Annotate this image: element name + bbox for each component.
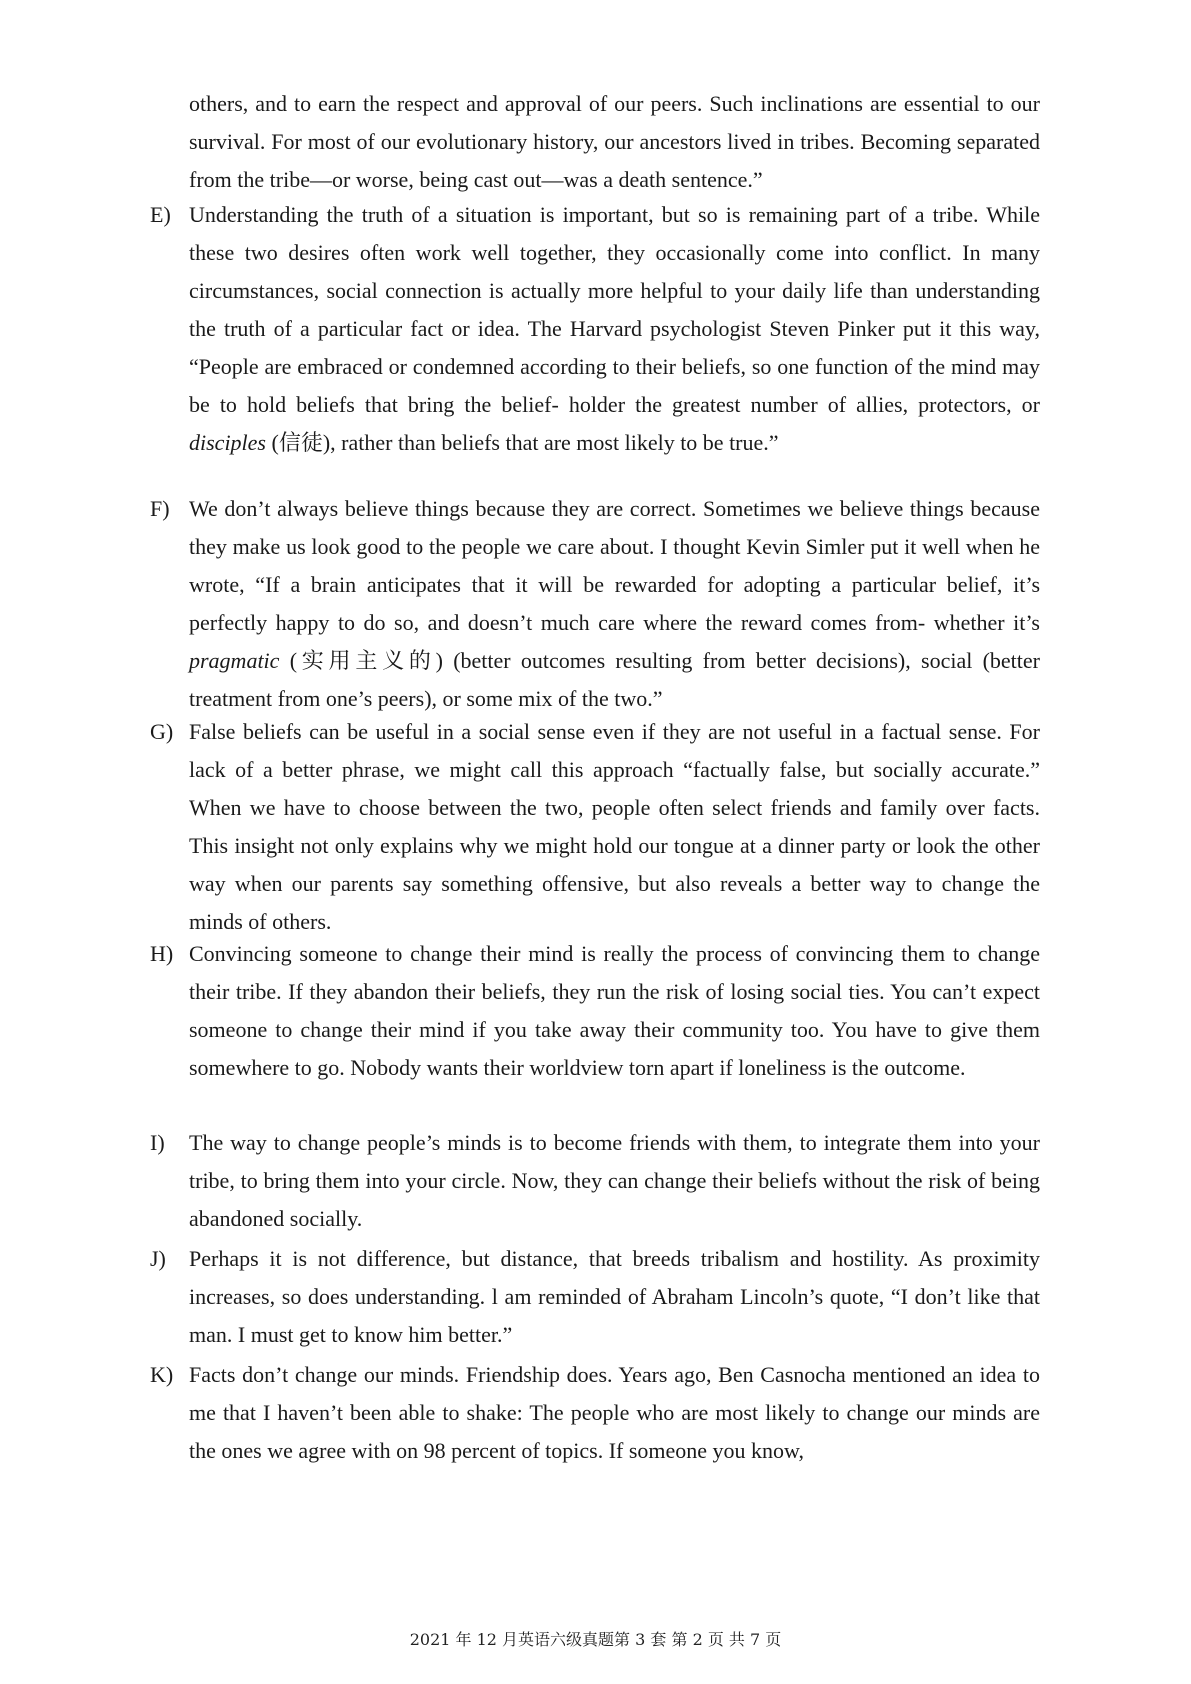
paragraph-text: others, and to earn the respect and approval of our peers. Such inclinations are essential to our survival. For most of our evolutionary history, our ancestors lived in tribes. Becoming separated from the tribe—or worse, being cast out—was a death sentence.” xyxy=(189,91,1040,192)
paragraph-e xyxy=(150,196,1040,462)
paragraph-f xyxy=(150,490,1040,718)
paragraph-label: I) xyxy=(150,1130,165,1155)
paragraph-text: Understanding the truth of a situation is important, but so is remaining part of a tribe. While these two desires often work well together, they occasionally come into conflict. In many circumstances, social connection is actually more helpful to your daily life than understanding the truth of a particular fact or idea. The Harvard psychologist Steven Pinker put it this way, “People are embraced or condemned according to their beliefs, so one function of the mind may be to hold beliefs that bring the belief- holder the greatest number of allies, protectors, or disciples (信徒), rather than beliefs that are most likely to be true.” xyxy=(189,202,1040,455)
paragraph-k xyxy=(150,1356,1040,1470)
paragraph-label: H) xyxy=(150,941,174,966)
paragraph-label: E) xyxy=(150,202,171,227)
paragraph-h xyxy=(150,935,1040,1087)
paragraph-i xyxy=(150,1124,1040,1238)
page-footer: 2021 年 12 月英语六级真题第 3 套 第 2 页 共 7 页 xyxy=(409,1630,782,1649)
paragraph-text: False beliefs can be useful in a social sense even if they are not useful in a factual sense. For lack of a better phrase, we might call this approach “factually false, but socially accurate.” When we have to choose between the two, people often select friends and family over facts. This insight not only explains why we might hold our tongue at a dinner party or look the other way when our parents say something offensive, but also reveals a better way to change the minds of others. xyxy=(189,719,1040,934)
paragraph-label: F) xyxy=(150,496,170,521)
paragraph-label: G) xyxy=(150,719,174,744)
paragraph-text: We don’t always believe things because they are correct. Sometimes we believe things because they make us look good to the people we care about. I thought Kevin Simler put it well when he wrote, “If a brain anticipates that it will be rewarded for adopting a particular belief, it’s perfectly happy to do so, and doesn’t much care where the reward comes from- whether it’s pragmatic (实用主义的) (better outcomes resulting from better decisions), social (better treatment from one’s peers), or some mix of the two.” xyxy=(189,496,1040,711)
paragraph-label: K) xyxy=(150,1362,174,1387)
paragraph-text: Perhaps it is not difference, but distance, that breeds tribalism and hostility. As proximity increases, so does understanding. l am reminded of Abraham Lincoln’s quote, “I don’t like that man. I must get to know him better.” xyxy=(189,1246,1040,1347)
paragraph-j xyxy=(150,1240,1040,1354)
paragraph-text: The way to change people’s minds is to become friends with them, to integrate them into your tribe, to bring them into your circle. Now, they can change their beliefs without the risk of being abandoned socially. xyxy=(189,1130,1040,1231)
paragraph-d-continued xyxy=(189,85,1040,199)
paragraph-text: Facts don’t change our minds. Friendship does. Years ago, Ben Casnocha mentioned an idea to me that I haven’t been able to shake: The people who are most likely to change our minds are the ones we agree with on 98 percent of topics. If someone you know, xyxy=(189,1362,1040,1463)
paragraph-text: Convincing someone to change their mind is really the process of convincing them to change their tribe. If they abandon their beliefs, they run the risk of losing social ties. You can’t expect someone to change their mind if you take away their community too. You have to give them somewhere to go. Nobody wants their worldview torn apart if loneliness is the outcome. xyxy=(189,941,1040,1080)
paragraph-label: J) xyxy=(150,1246,166,1271)
paragraph-g xyxy=(150,713,1040,941)
